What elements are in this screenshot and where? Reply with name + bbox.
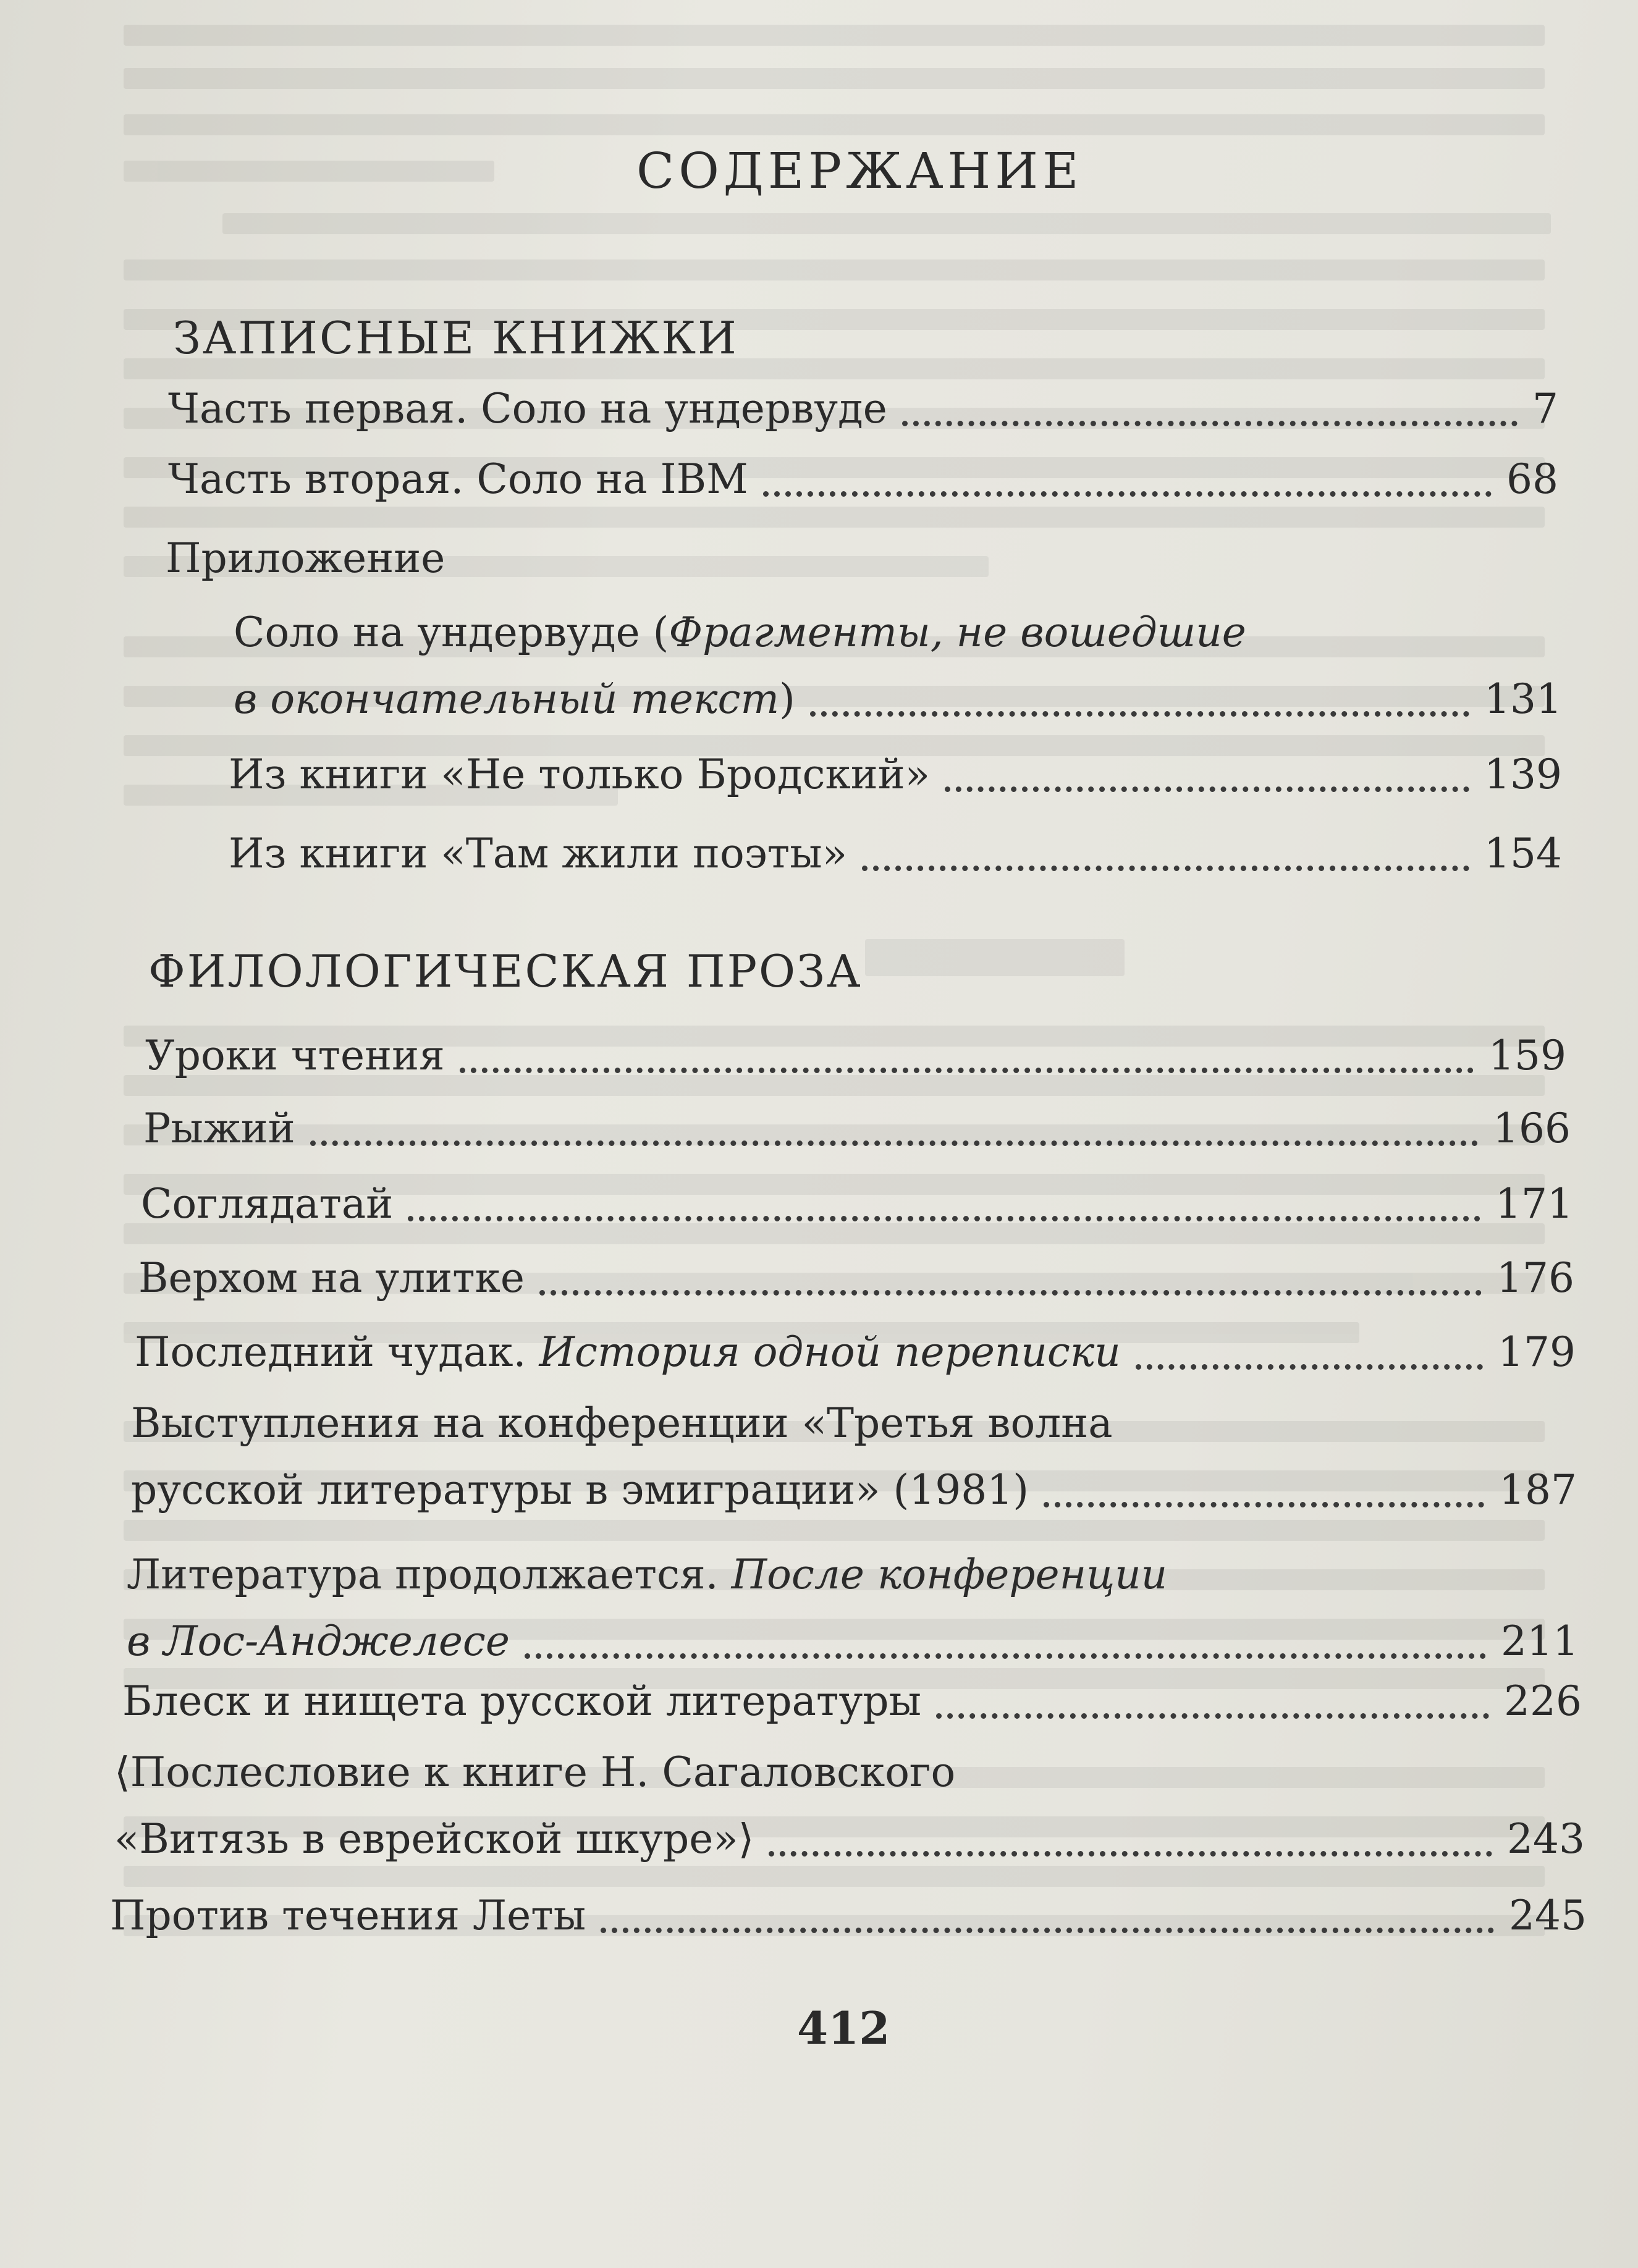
toc-entry[interactable]: [114, 1739, 1585, 1873]
section-heading-philological-prose: ФИЛОЛОГИЧЕСКАЯ ПРОЗА: [148, 945, 863, 997]
toc-entry[interactable]: [229, 820, 1562, 887]
dot-leader: [862, 866, 1469, 871]
toc-entry-label-italic: в окончательный текст: [234, 675, 780, 723]
toc-entry[interactable]: [122, 1668, 1582, 1735]
toc-entry[interactable]: [141, 1171, 1573, 1237]
toc-entry[interactable]: [138, 1245, 1574, 1312]
toc-entry-label: Часть первая. Соло на ундервуде: [168, 385, 887, 432]
toc-entry[interactable]: [168, 376, 1558, 442]
toc-entry-label-tail: ): [779, 675, 795, 723]
toc-entry-page: 187: [1499, 1466, 1577, 1514]
toc-entry-label: Из книги «Не только Бродский»: [229, 751, 931, 798]
toc-entry-page: 179: [1498, 1328, 1576, 1376]
toc-entry[interactable]: [131, 1390, 1577, 1524]
appendix-heading: [166, 525, 445, 592]
toc-entry-page: 159: [1488, 1032, 1566, 1079]
toc-entry-page: 68: [1506, 455, 1558, 503]
toc-entry-label: Соло на ундервуде (: [234, 609, 669, 656]
toc-entry[interactable]: [229, 741, 1562, 808]
toc-entry-label-italic: После конференции: [731, 1551, 1168, 1598]
toc-entry-label: Выступления на конференции «Третья волна: [131, 1399, 1113, 1447]
toc-entry-page: 139: [1484, 751, 1562, 798]
dot-leader: [769, 1851, 1492, 1857]
dot-leader: [763, 491, 1492, 497]
toc-entry[interactable]: [145, 1022, 1566, 1089]
toc-entry[interactable]: [168, 446, 1558, 513]
toc-entry-label-italic: История одной переписки: [539, 1328, 1121, 1376]
dot-leader: [1136, 1364, 1483, 1370]
dot-leader: [1044, 1502, 1484, 1507]
toc-entry-label: ⟨Послесловие к книге Н. Сагаловского: [114, 1748, 956, 1796]
dot-leader: [601, 1928, 1494, 1933]
toc-entry-page: 226: [1504, 1677, 1582, 1725]
toc-entry-page: 176: [1497, 1254, 1574, 1302]
section-heading-notebooks: ЗАПИСНЫЕ КНИЖКИ: [173, 312, 738, 364]
toc-entry-page: 131: [1484, 675, 1562, 723]
toc-entry-page: 245: [1509, 1892, 1587, 1939]
toc-entry[interactable]: [127, 1541, 1579, 1675]
toc-entry-label: Часть вторая. Соло на IBM: [168, 455, 748, 503]
toc-entry-page: 171: [1495, 1180, 1573, 1228]
toc-entry-label: Верхом на улитке: [138, 1254, 525, 1302]
toc-entry-label-italic: Фрагменты, не вошедшие: [669, 609, 1246, 656]
toc-entry-label: Уроки чтения: [145, 1032, 445, 1079]
toc-entry-label: Против течения Леты: [110, 1892, 586, 1939]
toc-entry-label: Литература продолжается.: [127, 1551, 732, 1598]
toc-entry-page: 166: [1493, 1105, 1571, 1152]
toc-entry-label: Из книги «Там жили поэты»: [229, 830, 848, 877]
toc-entry-label: Блеск и нищета русской литературы: [122, 1677, 922, 1725]
toc-entry-label: Соглядатай: [141, 1180, 394, 1228]
dot-leader: [525, 1653, 1486, 1659]
toc-entry-label-italic: в Лос-Анджелесе: [127, 1617, 510, 1665]
page-number: 412: [797, 2002, 890, 2054]
toc-entry[interactable]: [110, 1882, 1587, 1949]
toc-entry-page: 211: [1501, 1617, 1579, 1665]
toc-entry-label: «Витязь в еврейской шкуре»⟩: [114, 1815, 754, 1863]
toc-entry-label: Последний чудак.: [135, 1328, 539, 1376]
toc-title: СОДЕРЖАНИЕ: [636, 142, 1083, 200]
dot-leader: [408, 1216, 1480, 1221]
dot-leader: [945, 786, 1469, 792]
toc-entry-label: русской литературы в эмиграции» (1981): [131, 1466, 1029, 1514]
toc-entry-page: 7: [1532, 385, 1558, 432]
dot-leader: [310, 1140, 1478, 1146]
dot-leader: [460, 1068, 1474, 1073]
dot-leader: [902, 421, 1518, 426]
dot-leader: [936, 1713, 1489, 1719]
toc-entry-page: 154: [1484, 830, 1562, 877]
appendix-heading-text: Приложение: [166, 534, 445, 582]
dot-leader: [539, 1290, 1482, 1296]
toc-entry[interactable]: [135, 1319, 1576, 1386]
toc-entry[interactable]: [234, 599, 1562, 733]
toc-entry-label: Рыжий: [143, 1105, 295, 1152]
toc-entry-page: 243: [1507, 1815, 1585, 1863]
dot-leader: [810, 711, 1469, 717]
toc-entry[interactable]: [143, 1095, 1571, 1162]
